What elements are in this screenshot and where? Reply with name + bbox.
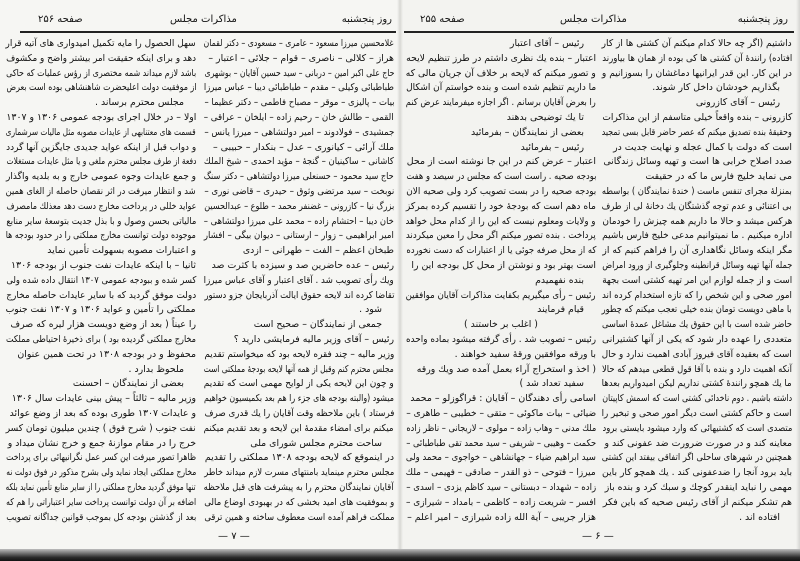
text-line: اعتبار – عرض کنم در این جا نوشته است از محل xyxy=(406,156,596,168)
text-line: جمعی از نمایندگان – صحیح است xyxy=(253,319,382,331)
text-line: متصدی است که کشتیهائی که وارد میشود بایستی برود xyxy=(602,422,792,434)
text-line-row xyxy=(204,289,394,304)
text-line: حکمت – وهیبی – شریفی – سید محمد تقی طباطبائی – xyxy=(406,437,596,449)
text-line-row xyxy=(406,348,596,363)
text-line-row xyxy=(6,392,196,407)
text-line: ظاهرا تصور میرفت این کسر عمل نگرانیهائی برای پرداخت xyxy=(6,452,196,464)
text-line-row xyxy=(602,511,792,526)
text-line: باشد لازم میداند شمه مختصری از رؤس عملیات که حاکی xyxy=(5,67,196,79)
text-line-row xyxy=(406,200,596,215)
text-line: و جمع عایدات وجوه عمومی خارج و به بلدیه واگذار xyxy=(6,171,196,183)
text-line-row xyxy=(6,289,196,304)
text-line: موجوده دولت توانست مخارج مملکتی را در حدود بودجه ها xyxy=(5,230,196,242)
text-line-row xyxy=(6,348,196,363)
text-line-row xyxy=(6,81,196,96)
text-line-row xyxy=(204,392,394,407)
text-line: وحقیقهٔ بنده تصدیق میکنم که عصر حاضر قابل بسی تمجید xyxy=(602,126,792,138)
text-line: محفوظ و در بودجه ۱۳۰۸ در تحت همین عنوان xyxy=(17,348,196,360)
text-line: جمشیدی – فولادوند – امیر دولتشاهی – میرزا یانس – xyxy=(204,126,394,138)
text-line-row xyxy=(204,170,394,185)
text-line-row xyxy=(204,155,394,170)
text-line: مهمی را نباید اینقدر کوچك و سبك کرد و بنده باز xyxy=(604,481,792,493)
text-line-row xyxy=(204,481,394,496)
text-line: بعضی از نمایندگان – بفرمائید xyxy=(470,126,584,138)
text-line: داشتیم (اگر چه حالا کدام میکنم آن کشتی ها از کار xyxy=(601,38,792,49)
text-line: ما داریم تنظیم شده است و بنده خواستم آن اشکال xyxy=(406,82,596,94)
text-line: و تصور میکنم که لایحه بر خلاف آن جریان مالی که xyxy=(405,67,596,79)
text-line-row xyxy=(406,392,596,407)
text-line: وزیر مالیه – چند فقره لایحه بود که میخواستم تقدیم xyxy=(204,348,394,360)
text-line: و عایدات ۱۳۰۷ طوری بوده که بعد از وضع عوائد xyxy=(9,407,196,419)
page-255 xyxy=(400,0,800,552)
text-line-row xyxy=(602,155,792,170)
text-line-row xyxy=(204,96,394,111)
text-line-row xyxy=(6,37,196,52)
text-line: القمی – طالش خان – رحیم زاده – ایلخان – عراقی – xyxy=(203,111,394,123)
text-line-row xyxy=(406,481,596,496)
text-line: پرداخت . بنده تصور میکنم اگر محل را معین میکردند xyxy=(406,230,596,242)
text-line-row xyxy=(204,451,394,466)
text-line: مجلس محترم کنم وقبل از همه آنها لایحه بودجهٔ مملکتی است xyxy=(204,363,394,375)
text-line-row xyxy=(6,215,196,230)
text-line: هم تشکر میکنم از آقای رئیس صحیه که باین فکر xyxy=(602,496,792,508)
text-line-row xyxy=(6,185,196,200)
text-line-row xyxy=(602,229,792,244)
text-line-row xyxy=(6,96,196,111)
text-line-row xyxy=(602,215,792,230)
text-line: و اعتبارات مصوبه بسهولت تأمین نماید xyxy=(47,245,196,257)
text-line: سید ابراهیم ضیاء – جهانشاهی – خواجوی – محمد ولی xyxy=(405,452,596,464)
text-line: است و حاکم کشتی است دیگر امور صحی و تبخیر را xyxy=(602,407,792,419)
text-line-row xyxy=(6,466,196,481)
text-line: همچنین در شهرهای ساحلی اگر اتفاقی بیفتد این کشتی xyxy=(602,452,792,464)
text-line-row xyxy=(204,274,394,289)
text-line-row xyxy=(204,37,394,52)
text-line-row xyxy=(406,466,596,481)
text-line-row xyxy=(602,303,792,318)
text-line: رئیس – عده حاضرین صد و سیزده با کثرت صد xyxy=(211,259,394,271)
text-line-row xyxy=(602,318,792,333)
text-line: است که دولت با کمال عجله و نهایت جدیت در xyxy=(613,141,792,153)
session-date: روز پنجشنبه xyxy=(737,14,788,25)
text-line-row xyxy=(602,437,792,452)
text-line: دفعة از طرف مجلس محترم ملغی و یا مثل عایدات مستغلات xyxy=(6,156,196,168)
text-line: کازرونی – بنده واقعاً خیلی متاسفم از این مذاکرات xyxy=(602,111,792,123)
text-line-row xyxy=(6,511,196,526)
text-line: با ماهی دویست تومان بنده خیلی تعجب میکنم که چطور xyxy=(601,304,792,316)
text-line: فرستاد ) باین ملاحظه وقت آقایان را یك قدری صرف xyxy=(204,407,394,419)
text-line-row xyxy=(406,259,596,274)
text-line: باید برود آنجا را ضدعفونی کند . یك همچو کار باین xyxy=(602,467,792,479)
text-line: میرزا – فتوحی – ذو القدر – صادقی – فهیمی – ملك xyxy=(405,467,596,479)
text-line: را بعرض آقایان برسانم . اگر اجازه میفرمایند عرض کنم xyxy=(406,97,596,109)
text-line: کاشانی – ساکینیان – گنجهٔ – مؤید احمدی – شیخ الملك xyxy=(204,156,394,168)
text-line: سهل الحصول را مایه تکمیل امیدواری های آتیه قرار xyxy=(5,38,196,49)
text-line-row xyxy=(6,303,196,318)
text-line: و ولایات ومعلوم نیست که این را از کدام محل خواهد xyxy=(406,215,596,227)
text-line-row xyxy=(6,170,196,185)
text-line-row xyxy=(204,363,394,378)
text-line-row xyxy=(602,37,792,52)
text-line: بعد از گذشتن بودجه کل بموجب قوانین جداگانه تصویب xyxy=(5,511,196,523)
text-line: با ورقه موافقین ورقهٔ سفید خواهند . xyxy=(454,348,596,360)
text-line: هزار جریبی – آیة الله زاده شیرازی – امیر اعلم – xyxy=(407,511,596,523)
text-line-row xyxy=(204,511,394,526)
text-line: تا یك توضیحی بدهند xyxy=(506,111,584,123)
text-line-row xyxy=(602,200,792,215)
text-line-row xyxy=(6,274,196,289)
text-line: امیر ابراهیمی – زوار – ارستانی – دیوان بیگی – افشار xyxy=(204,230,394,242)
text-line-row xyxy=(602,274,792,289)
text-line-row xyxy=(602,126,792,141)
text-line-row xyxy=(602,111,792,126)
text-line-row xyxy=(6,333,196,348)
text-line-row xyxy=(204,407,394,422)
text-line-row xyxy=(6,141,196,156)
text-line: غلامحسین میرزا مسعود – عامری – مسعودی – دکتر لقمان xyxy=(204,38,394,49)
text-line-row xyxy=(406,244,596,259)
text-line: کسر شده و ببودجه عمومی ۱۳۰۷ انتقال داده شده ولی xyxy=(5,274,196,286)
text-line: حاج علی اکبر امین – دربانی – سید حسین آقایان – بوشهری xyxy=(204,67,394,79)
text-line-row xyxy=(204,377,394,392)
page-footer-number: — ۶ — xyxy=(582,531,614,542)
text-line: حاج سید محمود – حسنعلی میرزا دولتشاهی – دکتر سنگ xyxy=(204,171,394,183)
text-line: شد و انتظار میرفت در اثر نقصان حاصله از الغای همین xyxy=(6,185,196,197)
text-line-row xyxy=(406,229,596,244)
text-line-row xyxy=(204,81,394,96)
text-line-row xyxy=(406,437,596,452)
text-line: بعضی از نمایندگان – احسنت xyxy=(72,378,184,390)
text-line: قسمت های معتنابهی از عایدات مصوبه مثل مالیات سرشماری xyxy=(6,126,196,138)
text-line: در این کار. این قدر ایرانیها دماغشان را بسوزانیم و xyxy=(601,67,792,79)
text-line: بودجه صحیه . راست است که مجلس در سیصد و هفت xyxy=(405,171,596,183)
text-line-row xyxy=(602,81,792,96)
text-line: آنکه اهمیت دارد و بنده با آقا قول قطعی میدهم که حالا xyxy=(601,363,792,375)
text-line: اضافه بر آن دولت توانست پرداخت سایر اعتباراتی را هم که xyxy=(6,496,196,508)
text-line-row xyxy=(204,126,394,141)
text-line: طبخان اعظم – الفت – طهرانی – ازدی xyxy=(242,245,394,257)
text-line: رئیس – بفرمائید xyxy=(520,141,584,153)
text-line: می نماید خلیج فارس ما که در حقیقت xyxy=(645,171,792,183)
text-line: که از محل صرفه جوئی یا از اعتبارات که دست نخورده xyxy=(405,245,596,257)
text-line-row xyxy=(602,289,792,304)
text-line: بودجه صحیه را در بست تصویب کرد ولی صحیه الان xyxy=(406,185,596,197)
text-line-row xyxy=(6,451,196,466)
text-line: ساحت محترم مجلس شورای ملی xyxy=(250,437,382,449)
text-line-row xyxy=(602,377,792,392)
text-line: بیات – پالیزی – موقر – مصباح فاطمی – دکتر عظیما – xyxy=(203,97,394,109)
text-line-row xyxy=(204,229,394,244)
text-line-row xyxy=(406,111,596,126)
text-line-row xyxy=(406,185,596,200)
text-line-row xyxy=(204,259,394,274)
text-line-row xyxy=(602,244,792,259)
text-line: اعتبار – بنده یك نظری داشتم در طرز تنظیم لایحه xyxy=(405,52,596,64)
text-line: از موفقیت دولت اعلیحضرت شاهنشاهی بوده است بعرض xyxy=(6,82,196,94)
text-line-row xyxy=(204,111,394,126)
text-line-row xyxy=(406,422,596,437)
text-line-row xyxy=(6,407,196,422)
text-line: رئیس – آقای وزیر مالیه فرمایشی دارید ؟ xyxy=(233,333,394,345)
text-line-row xyxy=(204,318,394,333)
text-line-row xyxy=(6,155,196,170)
text-line-row xyxy=(406,67,596,82)
text-line: و دواب قبل از اینکه عواید جدیدی جایگزین آنها گردد xyxy=(6,141,196,153)
text-line: خان دیبا – احتشام زاده – محمد علی میرزا دولتشاهی – xyxy=(203,215,394,227)
text-line: ملك مدنی – وهاب زاده – مولوی – لاریجانی – ناظر زاده xyxy=(406,422,596,434)
text-line: ضیائی – بیات ماکوئی – متقی – خطیبی – طاهری – xyxy=(406,407,596,419)
text-line: خرج را در مقام موازنهٔ جمع و خرج نشان میداد و xyxy=(7,437,196,449)
page-number-label: صفحه ۲۵۶ xyxy=(38,14,83,25)
text-line-row xyxy=(406,126,596,141)
text-line-row xyxy=(6,422,196,437)
text-line: است و از جمله لوازم این امر تهیه کشتی است بجهة xyxy=(602,274,792,286)
text-line: میشود (والبته بودجه های جزء را هم بعد بکمیسیون خواهیم xyxy=(204,393,394,405)
text-line-row xyxy=(406,37,596,52)
text-line: رئیس – تصویب شد . رأی گرفته میشود بماده واحده xyxy=(405,333,596,345)
text-line-row xyxy=(602,363,792,378)
text-line-row xyxy=(406,363,596,378)
text-line-row xyxy=(204,52,394,67)
text-line: تنها موفق گردید مخارج مملکتی را از سایر منابع تأمین نماید بلکه xyxy=(5,481,196,493)
text-line-row xyxy=(406,377,596,392)
text-line: بزرگ نیا – کازرونی – غضنفر محمد – طلوع – عبدالحسین xyxy=(203,200,394,212)
text-line: اسامی رأی دهندگان – آقایان : قراگوزلو – محمد xyxy=(410,393,596,405)
text-line: بمنزلهٔ مجرای تنفس ماست ( خندهٔ نمایندگان ) بواسطه xyxy=(602,185,792,197)
text-line-row xyxy=(602,67,792,82)
text-line: مخارج مملکتی ایجاد نماید ولی بشرح مذکور در فوق دولت نه xyxy=(5,467,196,479)
text-line: مخارج مملکتی گردیده بود ) برای ذخیرهٔ احتیاطی مملکت xyxy=(5,333,196,345)
running-title: مذاکرات مجلس xyxy=(560,14,627,25)
text-line: هرکس میشد و حالا ما داریم همه چیزش را خودمان xyxy=(602,215,792,227)
text-line: و چون این لایحه یکی از لوایح مهمی است که تقدیم xyxy=(203,378,394,390)
text-line-row xyxy=(406,289,596,304)
page-footer-number: — ۷ — xyxy=(218,531,250,542)
text-line-row xyxy=(406,52,596,67)
text-line-row xyxy=(406,511,596,526)
text-line-row xyxy=(204,141,394,156)
text-line: ( اخذ و استخراج آراء بعمل آمده صد ویك ورقه xyxy=(416,363,596,375)
text-line: میکنم برای امضاء مقدمهٔ این لایحه و بعد تقدیم میکنم xyxy=(204,422,394,434)
header-rule xyxy=(20,31,396,33)
text-line: و بموفقیت های امید بخشی که در بهبودی اوضاع مالی xyxy=(204,496,394,508)
text-line: بی اعتنائی و عدم توجه گذشتگان یك دخانهٔ لی از طرف xyxy=(601,200,792,212)
text-line: امور صحی و این شخص را که تازه استخدام کرده اند xyxy=(601,289,792,301)
left-column xyxy=(406,37,596,525)
text-line: آقایان نمایندگان محترم را به پیشرفت های قبل ملاحظه xyxy=(203,481,394,493)
text-line: اداره میکنیم . ما نمیتوانیم مدعی خلیج فارس باشیم xyxy=(602,230,792,242)
text-line: دولت موفق گردید که با سایر عایدات حاصله مخارج xyxy=(5,289,196,301)
right-column xyxy=(602,37,792,525)
text-line-row xyxy=(602,96,792,111)
left-column xyxy=(6,37,196,525)
text-line-row xyxy=(204,244,394,259)
text-line: ویك رأی تصویب شد . آقای اعتبار و آقای عباس میرزا xyxy=(204,274,394,286)
text-line-row xyxy=(406,333,596,348)
text-line-row xyxy=(204,67,394,82)
text-line-row xyxy=(406,451,596,466)
text-line: رئیس – آقای کازرونی xyxy=(695,97,780,109)
text-line: متعددی را عهده دار شود که یکی از آنها کشتیرانی xyxy=(601,333,792,345)
text-line-row xyxy=(602,348,792,363)
text-line-row xyxy=(204,303,394,318)
text-line: صدد اصلاح خرابی ها است و تهیه وسائل زندگانی xyxy=(603,156,792,168)
text-line: معاینه کند و در صورت ضرورت ضد عفونی کند و xyxy=(604,437,792,449)
text-line-row xyxy=(6,126,196,141)
text-line: مملکت فراهم آمده است معطوف ساخته و همین ترقی xyxy=(203,511,394,523)
text-line-row xyxy=(6,229,196,244)
text-line-row xyxy=(204,496,394,511)
text-line-row xyxy=(602,141,792,156)
text-line-row xyxy=(602,52,792,67)
text-line: وزیر مالیه – ثالثاً – پیش بینی عایدات سال ۱۳۰۶ xyxy=(11,393,196,405)
text-line: تقاضا کرده اند لایحه حقوق ایالت آذربایجان جزو دستور xyxy=(204,289,394,301)
text-line-row xyxy=(602,466,792,481)
page-256 xyxy=(0,0,400,552)
header-rule xyxy=(404,31,794,33)
text-line-row xyxy=(6,52,196,67)
text-line-row xyxy=(406,318,596,333)
text-line-row xyxy=(406,141,596,156)
text-line-row xyxy=(204,333,394,348)
text-line: شود . xyxy=(359,304,382,316)
text-line: بگذاریم خودشان داخل کار شوند. xyxy=(652,82,780,94)
text-line-row xyxy=(602,259,792,274)
text-line: ملك آرائی – کیانوری – عدل – بنکدار – حبیبی – xyxy=(213,141,394,153)
text-line: قیام فرمایند xyxy=(537,304,584,316)
text-line-row xyxy=(406,81,596,96)
text-line: نفت جنوب ( شرح فوق ) چندین میلیون تومان کسر xyxy=(6,422,196,434)
text-line: ثانیا – با اینکه عایدات نفت جنوب از بودجه ۱۳۰۶ xyxy=(11,259,196,271)
text-line-row xyxy=(6,111,196,126)
text-line-row xyxy=(602,392,792,407)
text-line: است که بعقیده آقای فیروز آبادی اهمیت ندارد و حال xyxy=(602,348,792,360)
text-line-row xyxy=(204,466,394,481)
text-line-row xyxy=(204,200,394,215)
text-line-row xyxy=(204,422,394,437)
text-line-row xyxy=(602,333,792,348)
text-line: افسر – شریعت زاده – کاظمی – بامداد – شیرازی – xyxy=(405,496,596,508)
text-line: حاضر شده است با این حقوق یك مشاغل عمدهٔ اساسی xyxy=(601,319,792,331)
text-line-row xyxy=(406,274,596,289)
text-line: ( اغلب بر خاستند ) xyxy=(464,319,538,331)
text-line: هراز – کلالی – ناصری – قوام – جلائی – اعتبار – xyxy=(208,52,394,64)
text-line-row xyxy=(6,496,196,511)
scan-edge-shadow xyxy=(796,0,800,549)
text-line: مجلس محترم مینماید بامنتهای مسرت لازم میداند خاطر xyxy=(203,467,394,479)
text-line: ملحوظ بدارد . xyxy=(128,363,184,375)
text-line-row xyxy=(6,363,196,378)
text-line-row xyxy=(406,303,596,318)
text-line-row xyxy=(6,259,196,274)
text-line-row xyxy=(406,170,596,185)
text-line: نوبخت – سید مرتضی وثوق – حیدری – قاضی نوری – xyxy=(204,185,394,197)
text-line: داشته باشیم . دوم ناخدائی کشتی است که اسمش کاپیتان xyxy=(602,393,792,405)
text-line: افتاده) رانندهٔ آن کشتی ها کی بوده از همان ها بیاورند xyxy=(602,52,792,64)
text-line: رئیس – آقای اعتبار xyxy=(509,38,584,49)
text-line-row xyxy=(602,481,792,496)
text-line: دهد و برای اینکه حقیقت امر بیشتر واضح و مکشوف xyxy=(6,52,196,64)
text-line: ما یك همچو رانندهٔ کشتی نداریم لیکن امیدواریم بعدها xyxy=(602,378,792,390)
text-line-row xyxy=(602,185,792,200)
text-line-row xyxy=(602,496,792,511)
text-line-row xyxy=(204,348,394,363)
text-line-row xyxy=(406,496,596,511)
text-line-row xyxy=(204,185,394,200)
text-line: طباطبائی وکیلی – مقدم – طباطبائی دیبا – عباس میرزا xyxy=(204,82,394,94)
text-line-row xyxy=(602,422,792,437)
text-line-row xyxy=(6,318,196,333)
right-column xyxy=(204,37,394,525)
text-line-row xyxy=(204,437,394,452)
text-line-row xyxy=(6,377,196,392)
text-line-row xyxy=(602,407,792,422)
text-line-row xyxy=(6,67,196,82)
session-date: روز پنجشنبه xyxy=(341,14,392,25)
text-line-row xyxy=(602,170,792,185)
page-number-label: صفحه ۲۵۵ xyxy=(420,14,465,25)
text-line: عواید خللی در پرداخت مخارج دست دهد معذلك مامصرف xyxy=(6,200,196,212)
text-line-row xyxy=(406,96,596,111)
text-line: در اینموقع که لایحه بودجه ۱۳۰۸ مملکتی را تقدیم xyxy=(204,452,394,464)
text-line: رئیس – رأی میگیریم بکفایت مذاکرات آقایان موافقین xyxy=(405,289,596,301)
text-line-row xyxy=(6,244,196,259)
text-line-row xyxy=(6,481,196,496)
text-line: جمله آنها تهیه وسائل قرانطینه وجلوگیری از ورود امراض xyxy=(601,259,792,271)
text-line: مجلس محترم برساند . xyxy=(95,97,184,109)
text-line: سفید تعداد شد ) xyxy=(519,378,584,390)
text-line: است بهتر بود و نوشتن از محل کل بودجه این را xyxy=(411,259,596,271)
text-line-row xyxy=(406,407,596,422)
text-line: اولا – در خلال اجرای بودجه عمومی ۱۳۰۶ و ۱۳۰۷ xyxy=(5,111,196,123)
text-line: زاده – شهداد – دبستانی – سید کاظم یزدی – اسدی – xyxy=(405,481,596,493)
text-line-row xyxy=(6,437,196,452)
text-line: بنده نفهمیدم xyxy=(535,274,584,286)
text-line-row xyxy=(406,215,596,230)
running-title: مذاکرات مجلس xyxy=(170,14,237,25)
text-line: مالیاتی بحسن وصول و با بذل جدیت بتوسعهٔ سایر منابع xyxy=(6,215,196,227)
text-line: ماه دهم است که بودجهٔ خود را تقسیم کرده بمرکز xyxy=(405,200,596,212)
text-line-row xyxy=(602,451,792,466)
text-line: مملکتی را تأمین و عواید ۱۳۰۶ و ۱۳۰۷ نفت جنوب xyxy=(6,304,196,316)
text-line: مگر اینکه وسائل نگاهداری آن را فراهم کنیم که از xyxy=(602,245,792,257)
text-line-row xyxy=(406,155,596,170)
text-line: را عیناً ( بعد از وضع دویست هزار لیره که صرف xyxy=(10,319,196,331)
text-line: افتاده اند . xyxy=(739,511,780,523)
text-line-row xyxy=(6,200,196,215)
text-line-row xyxy=(204,215,394,230)
